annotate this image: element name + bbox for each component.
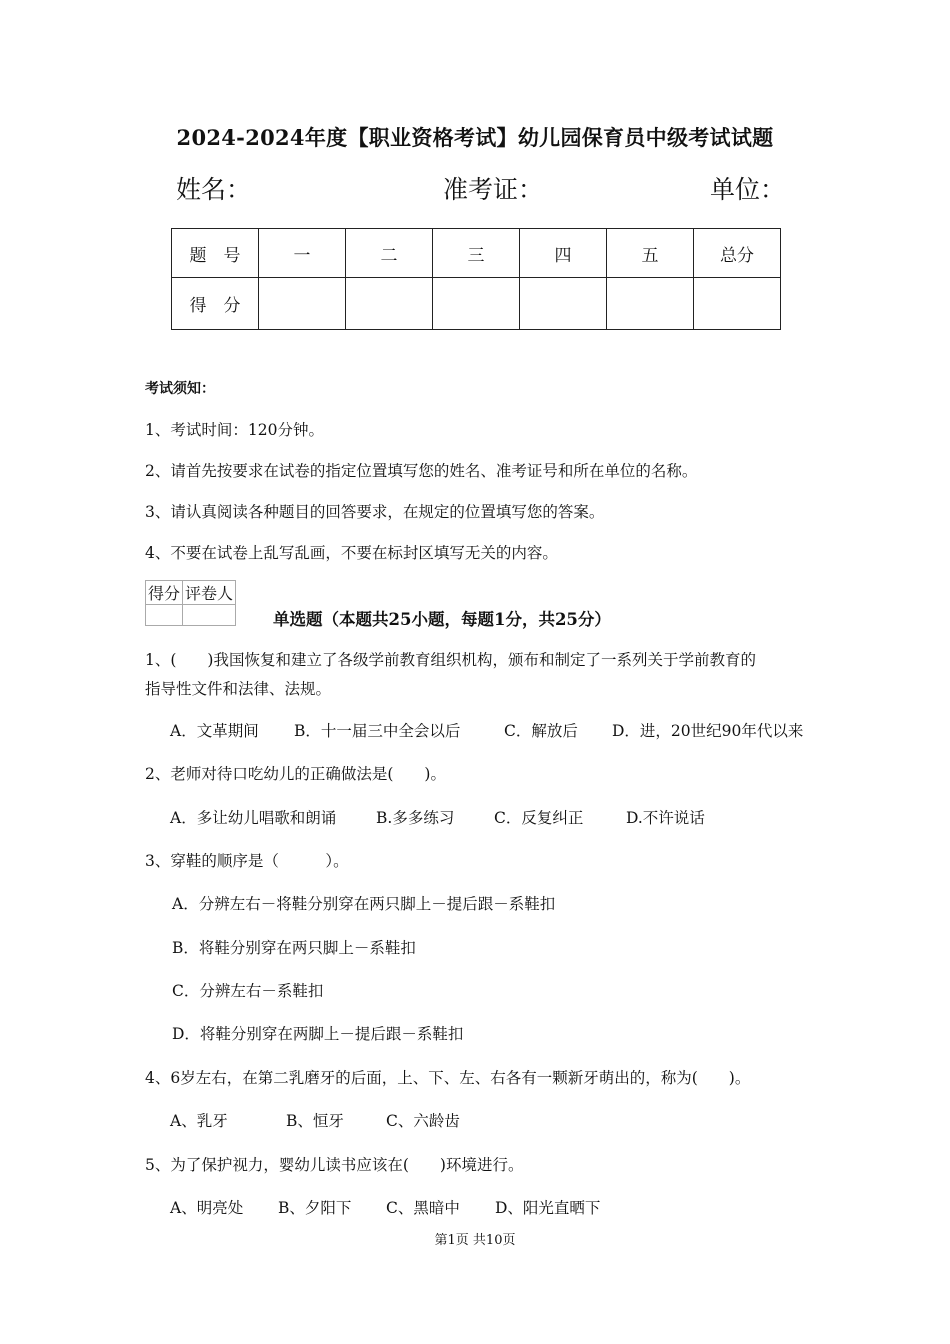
question-option: B．十一届三中全会以后 (294, 722, 461, 740)
question-option: C．分辨左右－系鞋扣 (172, 982, 324, 1000)
question-option: D.不许说话 (626, 809, 705, 827)
score-table-header-cell: 二 (346, 229, 433, 278)
instruction-item: 1、考试时间：120分钟。 (145, 421, 324, 439)
question-stem-continued: 指导性文件和法律、法规。 (145, 680, 332, 698)
question-option: C、黑暗中 (386, 1199, 460, 1217)
grader-box-grader-label: 评卷人 (183, 581, 236, 605)
grader-box-score-label: 得分 (146, 581, 183, 605)
question-option: A．分辨左右－将鞋分别穿在两只脚上－提后跟－系鞋扣 (172, 895, 556, 913)
score-cell (346, 278, 433, 330)
question-option: B．将鞋分别穿在两只脚上－系鞋扣 (172, 939, 416, 957)
question-option: D．将鞋分别穿在两脚上－提后跟－系鞋扣 (172, 1025, 464, 1043)
question-option: A、乳牙 (170, 1112, 228, 1130)
score-cell (694, 278, 781, 330)
name-field-label: 姓名： (176, 175, 252, 204)
section-title: 单选题（本题共25小题，每题1分，共25分） (273, 610, 611, 629)
question-option: C．反复纠正 (494, 809, 584, 827)
score-table-header-cell: 四 (520, 229, 607, 278)
score-table-header-cell: 一 (259, 229, 346, 278)
instructions-heading: 考试须知： (145, 381, 215, 397)
question-option: C．解放后 (504, 722, 578, 740)
question-stem: 2、老师对待口吃幼儿的正确做法是( )。 (145, 765, 446, 783)
score-table-header-cell: 题 号 (172, 229, 259, 278)
score-cell (607, 278, 694, 330)
question-option: B.多多练习 (376, 809, 455, 827)
score-table-header-row (172, 229, 781, 278)
grader-box-grader-cell (183, 605, 236, 626)
grader-box-score-cell (146, 605, 183, 626)
question-option: A．多让幼儿唱歌和朗诵 (170, 809, 337, 827)
unit-field-label: 单位： (710, 175, 786, 204)
question-option: A．文革期间 (170, 722, 259, 740)
score-cell (259, 278, 346, 330)
question-option: C、六龄齿 (386, 1112, 460, 1130)
question-stem: 4、6岁左右，在第二乳磨牙的后面，上、下、左、右各有一颗新牙萌出的，称为( )。 (145, 1069, 751, 1087)
question-stem: 1、( )我国恢复和建立了各级学前教育组织机构，颁布和制定了一系列关于学前教育的 (145, 651, 756, 669)
score-table (171, 228, 781, 330)
question-stem: 5、为了保护视力，婴幼儿读书应该在( )环境进行。 (145, 1156, 524, 1174)
score-table-header-cell: 总分 (694, 229, 781, 278)
score-table-header-cell: 三 (433, 229, 520, 278)
question-option: D．进，20世纪90年代以来 (612, 722, 804, 740)
question-option: B、夕阳下 (278, 1199, 352, 1217)
question-stem: 3、穿鞋的顺序是（ ）。 (145, 852, 349, 870)
question-option: D、阳光直晒下 (495, 1199, 601, 1217)
score-table-score-row (172, 278, 781, 330)
question-option: B、恒牙 (286, 1112, 344, 1130)
instruction-item: 4、不要在试卷上乱写乱画，不要在标封区填写无关的内容。 (145, 544, 558, 562)
score-table-header-cell: 五 (607, 229, 694, 278)
exam-title: 2024-2024年度【职业资格考试】幼儿园保育员中级考试试题 (176, 125, 774, 150)
score-row-label: 得 分 (172, 278, 259, 330)
score-cell (433, 278, 520, 330)
question-option: A、明亮处 (170, 1199, 244, 1217)
grader-box (145, 580, 236, 626)
page-footer: 第1页 共10页 (434, 1233, 516, 1248)
instruction-item: 2、请首先按要求在试卷的指定位置填写您的姓名、准考证号和所在单位的名称。 (145, 462, 698, 480)
score-cell (520, 278, 607, 330)
instruction-item: 3、请认真阅读各种题目的回答要求，在规定的位置填写您的答案。 (145, 503, 605, 521)
exam-number-field-label: 准考证： (443, 175, 544, 204)
